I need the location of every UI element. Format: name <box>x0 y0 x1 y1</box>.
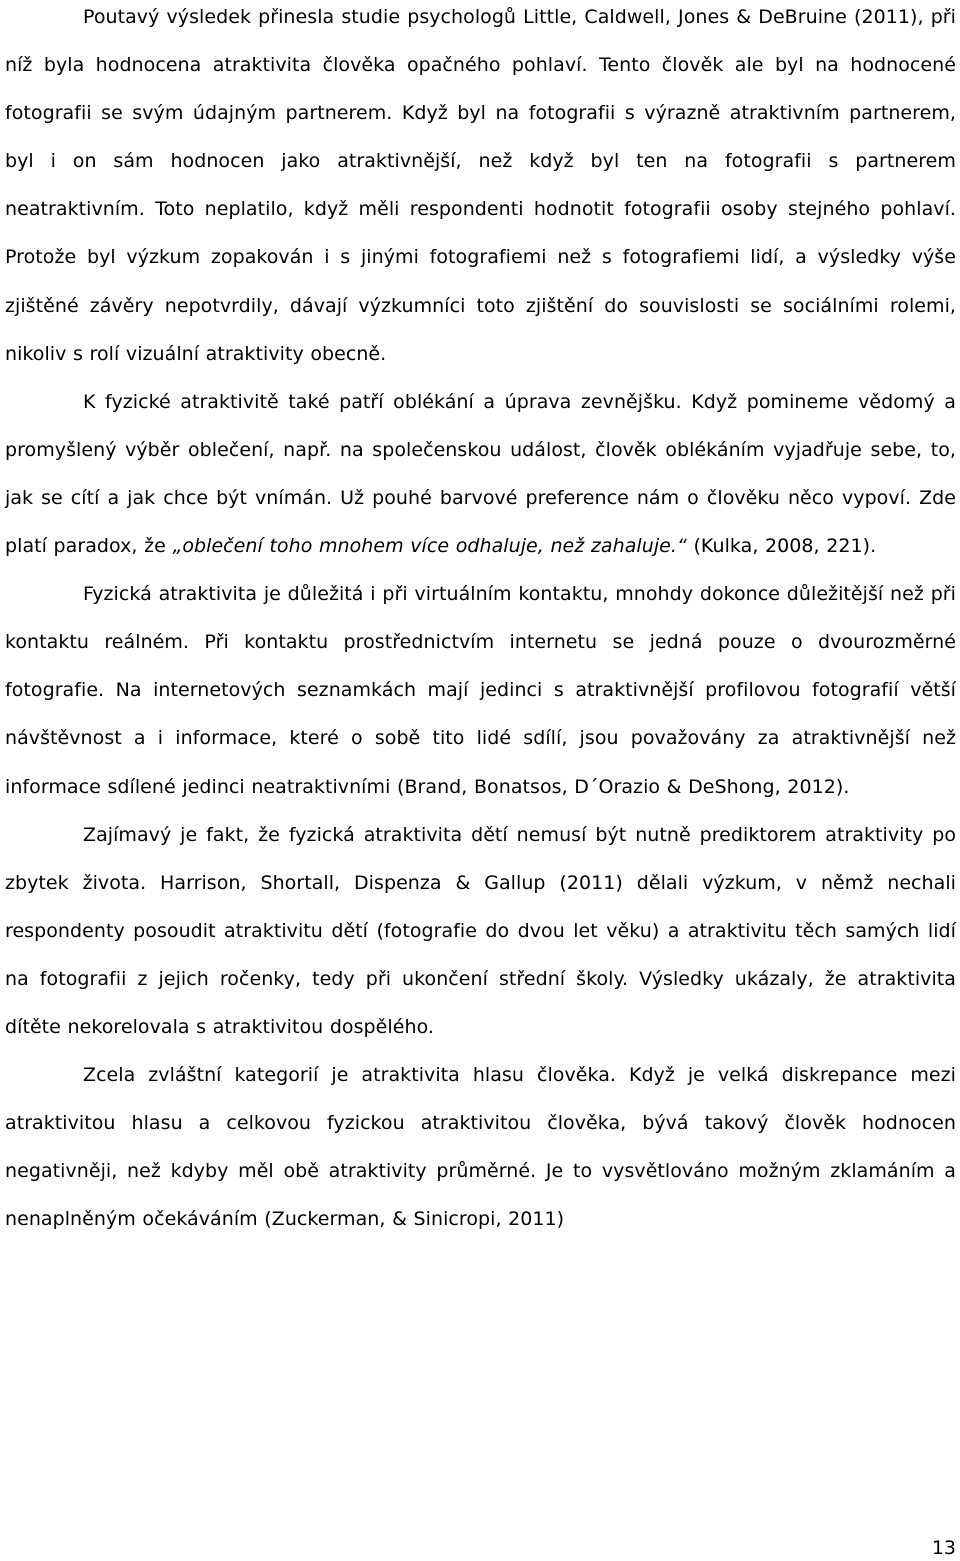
kulka-citation: (Kulka, 2008, 221). <box>686 535 877 558</box>
paragraph-virtual-contact: Fyzická atraktivita je důležitá i při virtuálním kontaktu, mnohdy dokonce důležitější než při kontaktu reálném. Při kontaktu prostřednictvím internetu se jedná pouze o dvourozměrné fotografie. Na internetových seznamkách mají jedinci s atraktivnější profilovou fotografií větší návštěvnost a i informace, které o sobě tito lidé sdílí, jsou považovány za atraktivnější než informace sdílené jedinci neatraktivními (Brand, Bonatsos, D´Orazio & DeShong, 2012). <box>5 583 956 798</box>
document-body <box>5 0 956 1243</box>
paragraph-clothing-text: K fyzické atraktivitě také patří oblékání a úprava zevnějšku. Když pomineme vědomý a promyšlený výběr oblečení, např. na společenskou událost, člověk oblékáním vyjadřuje sebe, to, jak se cítí a jak chce být vnímán. Už pouhé barvové preference nám o člověku něco vypoví. Zde platí paradox, že <box>5 390 956 558</box>
paragraph-voice-attractiveness: Zcela zvláštní kategorií je atraktivita hlasu člověka. Když je velká diskrepance mezi atraktivitou hlasu a celkovou fyzickou atraktivitou člověka, bývá takový člověk hodnocen negativněji, než kdyby měl obě atraktivity průměrné. Je to vysvětlováno možným zklamáním a nenaplněným očekáváním (Zuckerman, & Sinicropi, 2011) <box>5 1064 956 1231</box>
paragraph-children-attractiveness: Zajímavý je fakt, že fyzická atraktivita dětí nemusí být nutně prediktorem atraktivity po zbytek života. Harrison, Shortall, Dispenza & Gallup (2011) dělali výzkum, v němž nechali respondenty posoudit atraktivitu dětí (fotografie do dvou let věku) a atraktivitu těch samých lidí na fotografii z jejich ročenky, tedy při ukončení střední školy. Výsledky ukázaly, že atraktivita dítěte nekorelovala s atraktivitou dospělého. <box>5 823 956 1038</box>
page-number: 13 <box>931 1537 956 1559</box>
paragraph-little-study: Poutavý výsledek přinesla studie psychologů Little, Caldwell, Jones & DeBruine (2011), při níž byla hodnocena atraktivita člověka opačného pohlaví. Tento člověk ale byl na hodnocené fotografii se svým údajným partnerem. Když byl na fotografii s výrazně atraktivním partnerem, byl i on sám hodnocen jako atraktivnější, než když byl ten na fotografii s partnerem neatraktivním. Toto neplatilo, když měli respondenti hodnotit fotografii osoby stejného pohlaví. Protože byl výzkum zopakován i s jinými fotografiemi než s fotografiemi lidí, a výsledky výše zjištěné závěry nepotvrdily, dávají výzkumníci toto zjištění do souvislosti se sociálními rolemi, nikoliv s rolí vizuální atraktivity obecně. <box>5 6 956 365</box>
paragraph-clothing <box>5 378 956 570</box>
kulka-quote: „oblečení toho mnohem více odhaluje, než zahaluje.“ <box>172 535 687 558</box>
